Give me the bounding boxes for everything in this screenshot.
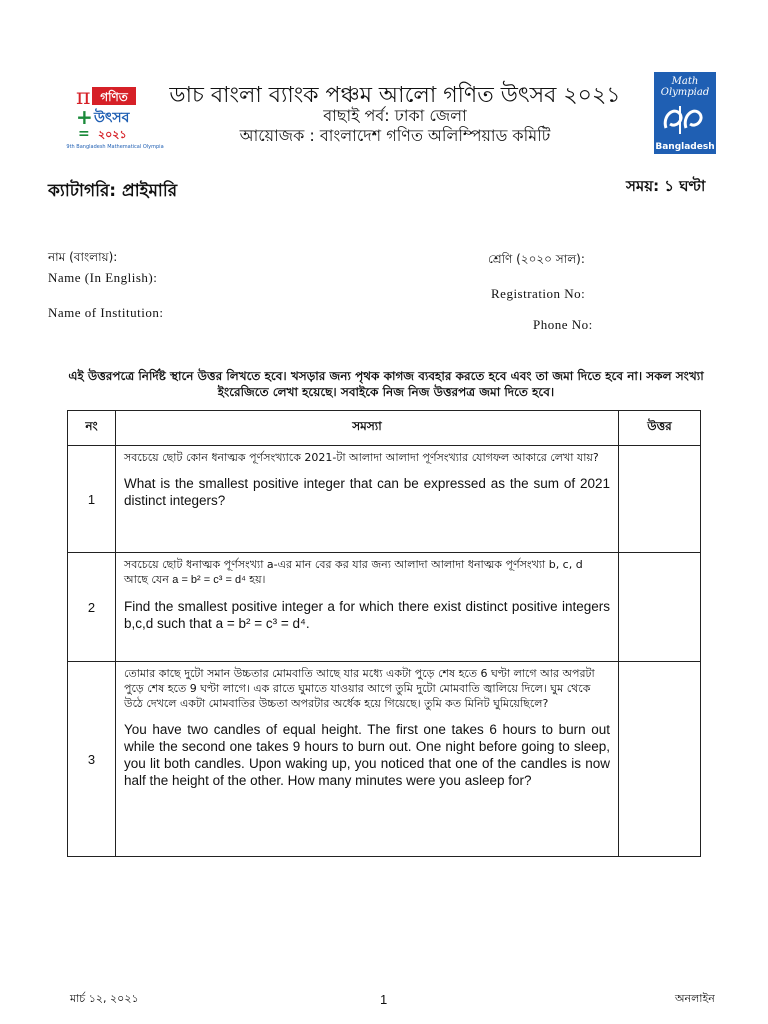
answer-cell[interactable]: [619, 553, 701, 662]
festival-logo-year: ২০২১: [98, 128, 127, 141]
instructions-text: এই উত্তরপত্রে নির্দিষ্ট স্থানে উত্তর লিখতে হবে। খসড়ার জন্য পৃথক কাগজ ব্যবহার করতে হবে এবং তা জমা দিতে হবে না। সকল সংখ্যা ইংরেজিতে লেখা হয়েছে। সবাইকে নিজ নিজ উত্তরপত্র জমা দিতে হবে।: [68, 369, 704, 399]
page-number: 1: [380, 992, 388, 1007]
question-text-en: Find the smallest positive integer a for which there exist distinct positive integers b,c,d such that a = b² = c³ = d⁴.: [124, 599, 610, 631]
question-text-bn-main: সবচেয়ে ছোট ধনাত্মক পূর্ণসংখ্যা a-এর মান বের কর যার জন্য আলাদা আলাদা ধনাত্মক পূর্ণসংখ্যা b, c, d আছে যেন: [124, 558, 583, 586]
table-row: [68, 553, 701, 662]
question-text-bn: তোমার কাছে দুটো সমান উচ্চতার মোমবাতি আছে যার মধ্যে একটা পুড়ে শেষ হতে 6 ঘণ্টা লাগে আর অপরটা পুড়ে শেষ হতে 9 ঘণ্টা লাগে। এক রাতে ঘুমাতে যাওয়ার আগে তুমি দুটো মোমবাতি জ্বালিয়ে দিলে। ঘুম থেকে উঠে দেখলে একটা মোমবাতির উচ্চতা অপরটার অর্ধেক হয়ে গিয়েছে। তুমি কত মিনিট ঘুমিয়েছিলে?: [124, 667, 595, 710]
question-text-en-main: Find the smallest positive integer a for which there exist distinct positive integers b,c,d such that: [124, 599, 610, 631]
question-cell: [116, 662, 619, 857]
olympiad-emblem-icon: [660, 98, 710, 138]
question-table: [67, 410, 701, 857]
time-label: সময়: ১ ঘণ্টা: [626, 177, 706, 195]
question-text-en: What is the smallest positive integer that can be expressed as the sum of 2021 distinct integers?: [124, 476, 610, 508]
registration-label: Registration No:: [491, 286, 586, 301]
phone-label: Phone No:: [533, 317, 593, 332]
math-olympiad-logo: [654, 72, 716, 154]
question-cell: [116, 446, 619, 553]
category-label: ক্যাটাগরি: প্রাইমারি: [48, 181, 178, 201]
equation-en: a = b² = c³ = d⁴: [215, 616, 306, 631]
name-bn-label: নাম (বাংলায়):: [48, 250, 118, 264]
question-number: 2: [68, 553, 116, 662]
table-header-row: [68, 411, 701, 446]
page-title: ডাচ বাংলা ব্যাংক পঞ্চম আলো গণিত উৎসব ২০২১: [169, 83, 621, 108]
table-row: [68, 446, 701, 553]
svg-text:=: =: [78, 126, 90, 142]
class-label: শ্রেণি (২০২০ সাল):: [488, 252, 585, 266]
question-cell: [116, 553, 619, 662]
question-text-en: You have two candles of equal height. The first one takes 6 hours to burn out while the second one takes 9 hours to burn out. One night before going to sleep, you lit both candles. Upon waking up, you noticed that one of the candles is now half the height of the other. How many minutes were you asleep for?: [124, 722, 610, 788]
name-en-label: Name (In English):: [48, 270, 158, 285]
answer-cell[interactable]: [619, 446, 701, 553]
question-text-bn-end: হয়।: [249, 573, 266, 586]
exam-mode: অনলাইন: [675, 992, 715, 1005]
header-problem: সমস্যা: [116, 411, 619, 446]
equation: a = b² = c³ = d⁴: [172, 574, 246, 586]
organizer-line: আয়োজক : বাংলাদেশ গণিত অলিম্পিয়াড কমিটি: [239, 126, 551, 145]
festival-logo-caption: 19th Bangladesh Mathematical Olympiad: [66, 144, 164, 150]
header-no: নং: [68, 411, 116, 446]
festival-logo-middle-text: উৎসব: [94, 110, 130, 126]
question-text-bn: সবচেয়ে ছোট কোন ধনাত্মক পূর্ণসংখ্যাকে 2021-টা আলাদা আলাদা পূর্ণসংখ্যার যোগফল আকারে লেখা যায়?: [124, 451, 599, 464]
round-subtitle: বাছাই পর্ব: ঢাকা জেলা: [323, 106, 467, 125]
institution-label: Name of Institution:: [48, 305, 164, 320]
question-text-bn: [124, 557, 610, 588]
math-olympiad-logo-text: Math Olympiad: [660, 76, 710, 98]
header-answer: উত্তর: [619, 411, 701, 446]
festival-logo: [66, 74, 164, 152]
svg-text:+: +: [76, 105, 93, 129]
svg-text:π: π: [76, 85, 91, 110]
festival-logo-top-text: গণিত: [100, 90, 128, 104]
question-number: 1: [68, 446, 116, 553]
table-row: [68, 662, 701, 857]
footer-date: মার্চ ১২, ২০২১: [70, 992, 139, 1005]
question-number: 3: [68, 662, 116, 857]
math-olympiad-logo-caption: Bangladesh: [655, 142, 715, 152]
answer-cell[interactable]: [619, 662, 701, 857]
